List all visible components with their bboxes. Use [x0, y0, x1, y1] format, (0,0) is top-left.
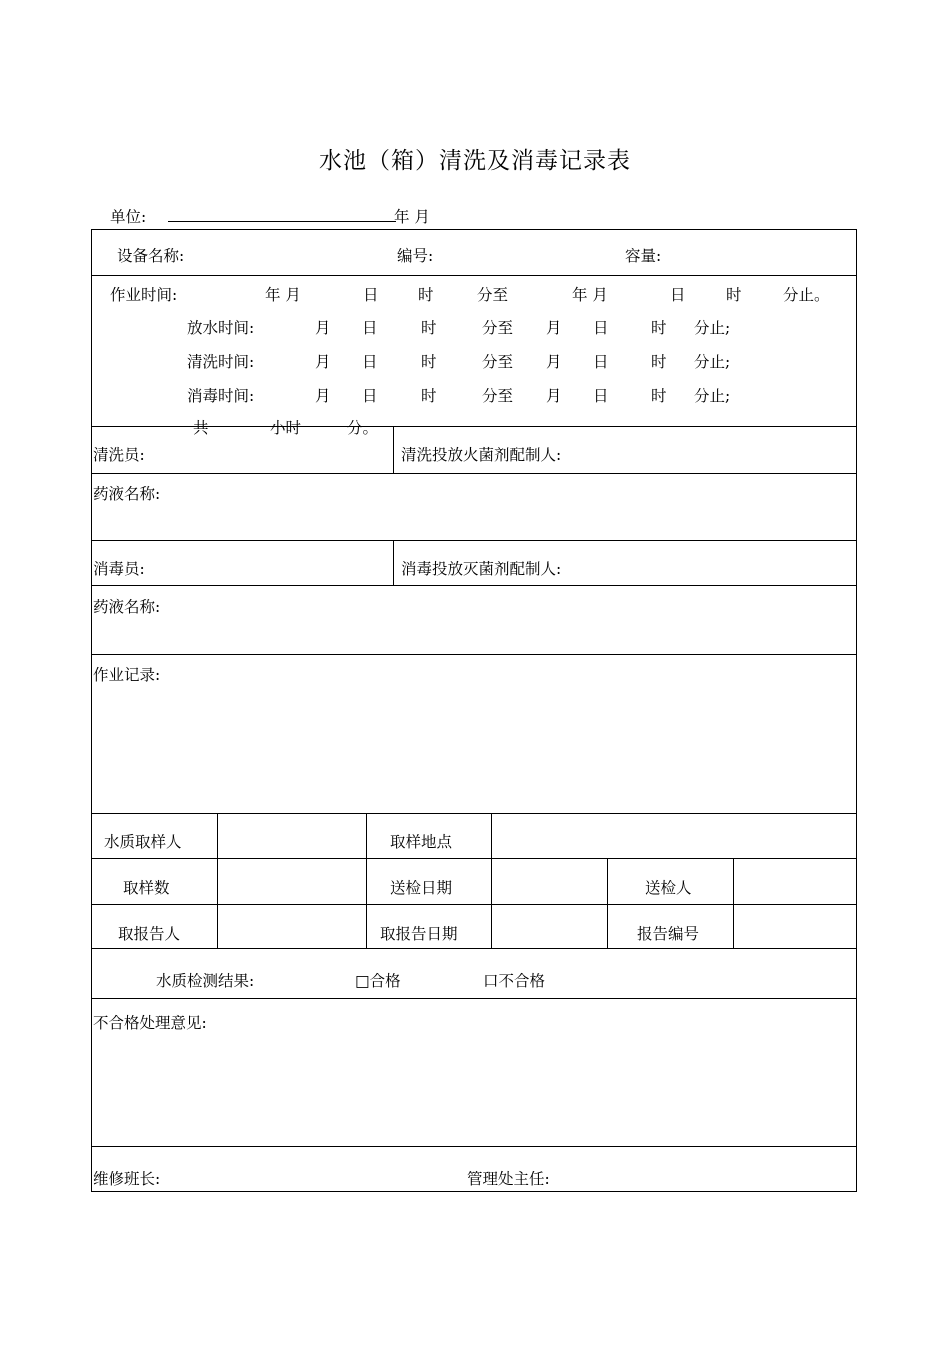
work-time-cell: 年 月	[572, 286, 608, 304]
col-divider	[393, 426, 394, 473]
cleaner-label: 清洗员:	[93, 446, 145, 464]
pass-checkbox[interactable]: □合格	[355, 972, 401, 990]
disinfect-liquid-label: 药液名称:	[93, 598, 161, 616]
equipment-name-label: 设备名称:	[117, 247, 185, 265]
work-time-cell: 日	[363, 286, 379, 304]
row-divider	[91, 585, 857, 586]
sampling-location-label: 取样地点	[390, 833, 453, 851]
drain-time-cell: 月	[546, 319, 562, 337]
water-quality-result-label: 水质检测结果:	[156, 972, 255, 990]
send-date-label: 送检日期	[390, 879, 453, 897]
sender-label: 送检人	[645, 879, 692, 897]
disinfector-label: 消毒员:	[93, 560, 145, 578]
clean-time-cell: 月	[546, 353, 562, 371]
work-time-cell: 时	[418, 286, 434, 304]
disinfect-time-cell: 分至	[482, 387, 514, 405]
equipment-number-label: 编号:	[397, 247, 434, 265]
unit-label: 单位:	[110, 208, 147, 226]
work-time-cell: 分至	[477, 286, 509, 304]
row-divider	[91, 948, 857, 949]
row-divider	[91, 998, 857, 999]
disinfect-time-cell: 月	[315, 387, 331, 405]
row-divider	[91, 904, 857, 905]
clean-time-cell: 月	[315, 353, 331, 371]
drain-time-cell: 分止;	[694, 319, 731, 337]
row-divider	[91, 654, 857, 655]
work-time-cell: 日	[670, 286, 686, 304]
nonconformance-label: 不合格处理意见:	[93, 1014, 207, 1032]
drain-time-cell: 月	[315, 319, 331, 337]
cleaning-preparer-label: 清洗投放火菌剂配制人:	[401, 446, 562, 464]
col-divider	[733, 858, 734, 948]
col-divider	[393, 540, 394, 585]
report-date-label: 取报告日期	[380, 925, 458, 943]
work-time-cell: 年 月	[265, 286, 301, 304]
clean-time-cell: 日	[593, 353, 609, 371]
disinfect-time-label: 消毒时间:	[187, 387, 255, 405]
work-time-label: 作业时间:	[110, 286, 178, 304]
maintenance-lead-label: 维修班长:	[93, 1170, 161, 1188]
disinfect-time-cell: 时	[421, 387, 437, 405]
clean-time-cell: 时	[651, 353, 667, 371]
sampler-label: 水质取样人	[104, 833, 182, 851]
disinfect-time-cell: 日	[362, 387, 378, 405]
total-label: 共	[193, 419, 209, 437]
row-divider	[91, 1146, 857, 1147]
work-time-cell: 时	[726, 286, 742, 304]
disinfect-time-cell: 分止;	[694, 387, 731, 405]
col-divider	[217, 813, 218, 948]
clean-time-cell: 时	[421, 353, 437, 371]
row-divider	[91, 473, 857, 474]
sample-count-label: 取样数	[123, 879, 170, 897]
col-divider	[366, 813, 367, 948]
report-taker-label: 取报告人	[118, 925, 181, 943]
report-number-label: 报告编号	[637, 925, 700, 943]
record-table	[91, 229, 857, 1192]
col-divider	[607, 858, 608, 948]
clean-time-cell: 分至	[482, 353, 514, 371]
total-minutes-label: 分。	[347, 419, 379, 437]
drain-time-cell: 时	[421, 319, 437, 337]
drain-time-cell: 日	[593, 319, 609, 337]
page-title: 水池（箱）清洗及消毒记录表	[319, 148, 631, 174]
disinfect-time-cell: 时	[651, 387, 667, 405]
clean-time-cell: 分止;	[694, 353, 731, 371]
equipment-capacity-label: 容量:	[625, 247, 662, 265]
drain-time-cell: 日	[362, 319, 378, 337]
work-record-label: 作业记录:	[93, 666, 161, 684]
clean-time-cell: 日	[362, 353, 378, 371]
drain-time-label: 放水时间:	[187, 319, 255, 337]
disinfect-time-cell: 月	[546, 387, 562, 405]
fail-checkbox[interactable]: 口不合格	[483, 972, 546, 990]
row-divider	[91, 540, 857, 541]
work-time-cell: 分止。	[783, 286, 830, 304]
unit-date: 年 月	[394, 208, 430, 226]
row-divider	[91, 275, 857, 276]
manager-label: 管理处主任:	[467, 1170, 550, 1188]
clean-time-label: 清洗时间:	[187, 353, 255, 371]
unit-field-underline[interactable]	[168, 221, 396, 222]
cleaning-liquid-label: 药液名称:	[93, 485, 161, 503]
row-divider	[91, 858, 857, 859]
drain-time-cell: 分至	[482, 319, 514, 337]
row-divider	[91, 813, 857, 814]
drain-time-cell: 时	[651, 319, 667, 337]
total-hours-label: 小时	[270, 419, 302, 437]
disinfect-time-cell: 日	[593, 387, 609, 405]
disinfect-preparer-label: 消毒投放灭菌剂配制人:	[401, 560, 562, 578]
col-divider	[491, 813, 492, 948]
